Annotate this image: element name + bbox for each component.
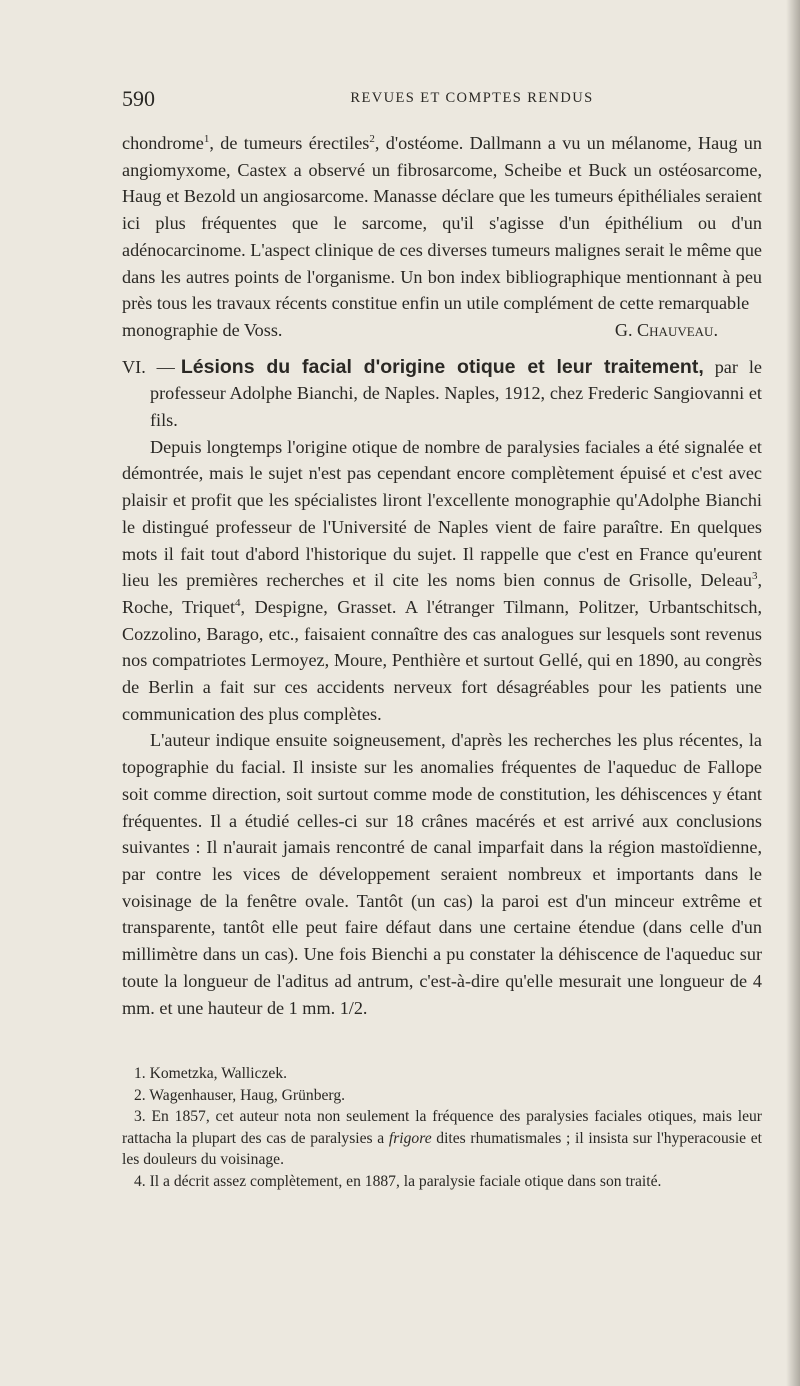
last-line: monographie de Voss. <box>122 319 283 340</box>
page-edge-shadow <box>786 0 800 1386</box>
footnote-1: 1. Kometzka, Walliczek. <box>134 1065 288 1082</box>
page-header <box>122 86 762 116</box>
review-paragraph-2: L'auteur indique ensuite soigneusement, d'après les recherches les plus récentes, la topographie du facial. Il insiste sur les anomalies fréquentes de l'aqueduc de Fallope soit comme direction, soit surtout comme mode de constitution, les déhiscences y étant fréquentes. Il a étudié celles-ci sur 18 crânes macérés et est arrivé aux conclusions suivantes : Il n'aurait jamais rencontré de canal imparfait dans la région mastoïdienne, par contre les vices de développement seraient nombreux et importants dans le voisinage de la fenêtre ovale. Tantôt (un cas) la paroi est d'un minceur extrême et transparente, tantôt elle peut faire défaut dans une certaine étendue (dans celle d'un millimètre dans un cas). Une fois Bienchi a pu constater la déhiscence de l'aqueduc sur toute la longueur de l'aditus ad antrum, c'est-à-dire qu'elle mesurait une longueur de 4 mm. et une hauteur de 1 mm. 1/2. <box>122 730 762 1018</box>
footnote-ref-2: 2 <box>369 133 375 145</box>
review-paragraph-1: Depuis longtemps l'origine otique de nombre de paralysies faciales a été signalée et démontrée, mais le sujet n'est pas cependant encore complètement épuisé et c'est avec plaisir et profit que les spécialistes liront l'excellente monographie qu'Adolphe Bianchi le distingué professeur de l'Université de Naples vient de faire paraître. En quelques mots il fait tout d'abord l'historique du sujet. Il rappelle que c'est en France qu'eurent lieu les premières recherches et il cite les noms bien connus de Grisolle, Deleau$^3$, Roche, Triquet$^4$, Despigne, Grasset. A l'étranger Tilmann, Politzer, Urbantschitsch, Cozzolino, Barago, etc., faisaient connaître des cas analogues sur lesquels sont revenus nos compatriotes Lermoyez, Moure, Penthière et surtout Gellé, qui en 1890, au congrès de Berlin a fait sur ces accidents nerveux fort désagréables pour les patients une communication des plus complètes. <box>122 436 762 724</box>
running-head: REVUES ET COMPTES RENDUS <box>350 90 594 106</box>
review-numeral: VI. — <box>122 356 175 377</box>
page-number: 590 <box>122 86 155 111</box>
previous-review-paragraph: chondrome$^1$, de tumeurs érectiles$^2$, d'ostéome. Dallmann a vu un mélanome, Haug un angiomyxome, Castex a observé un fibrosarcome, Scheibe et Buck un ostéosarcome, Haug et Bezold un angiosarcome. Manasse déclare que les tumeurs épithéliales seraient ici plus fréquentes que le sarcome, qu'il s'agisse d'un épithélium ou d'un adénocarcinome. L'aspect clinique de ces diverses tumeurs malignes serait le même que dans les autres points de l'organisme. Un bon index bibliographique mentionnant à peu près tous les travaux récents constitue enfin un utile complément de cette remarquable <box>122 133 762 314</box>
reviewer-signature: G. Chauveau. <box>614 319 718 340</box>
footnotes <box>122 1063 762 1192</box>
footnote-4: 4. Il a décrit assez complètement, en 1887, la paralysie faciale otique dans son traité. <box>134 1172 662 1190</box>
footnote-ref-4: 4 <box>235 596 241 609</box>
footnote-ref-1: 1 <box>203 133 210 145</box>
footnote-3: 3. En 1857, cet auteur nota non seulement la fréquence des paralysies faciales otiques, mais leur rattacha la plupart des cas de paralysies a frigore dites rhumatismales ; il insista sur l'hyperacousie et les douleurs du voisinage. <box>122 1108 763 1168</box>
main-text <box>122 130 762 1021</box>
review-citation: par le professeur Adolphe Bianchi, de Naples. Naples, 1912, chez Frederic Sangiovanni et fils. <box>150 356 762 431</box>
footnote-2: 2. Wagenhauser, Haug, Grünberg. <box>134 1086 346 1104</box>
review-heading <box>122 354 762 434</box>
review-title: Lésions du facial d'origine otique et leur traitement, <box>180 355 704 378</box>
review-signature-line <box>122 317 762 344</box>
footnote-ref-3: 3 <box>751 570 758 583</box>
